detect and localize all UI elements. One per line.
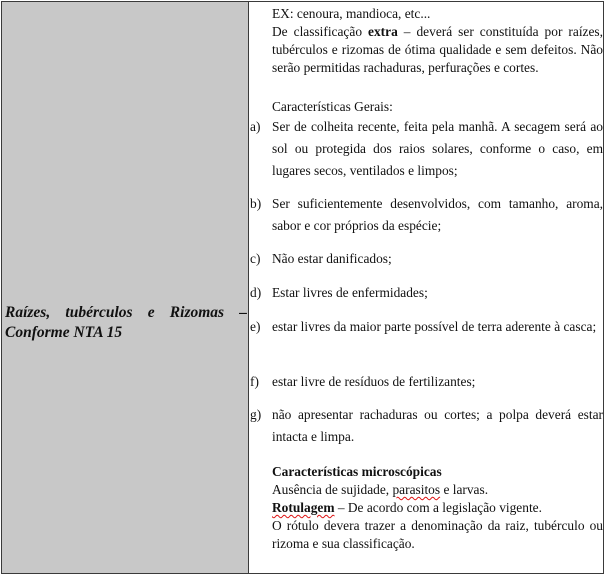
product-category-cell xyxy=(2,2,249,573)
list-item-marker: g) xyxy=(250,407,262,422)
classification-paragraph xyxy=(272,23,603,77)
list-item-marker: f) xyxy=(250,374,259,389)
list-item-text: Ser suficientemente desenvolvidos, com tamanho, aroma, sabor e cor próprios da espécie; xyxy=(272,196,603,233)
list-item-text: Não estar danificados; xyxy=(272,251,392,266)
list-item-marker: e) xyxy=(250,319,261,334)
labeling-line xyxy=(272,499,542,517)
list-item-text: estar livre de resíduos de fertilizantes; xyxy=(272,374,476,389)
label-note-paragraph: O rótulo devera trazer a denominação da raiz, tubérculo ou rizoma e sua classificação. xyxy=(272,518,603,551)
list-item-text: Ser de colheita recente, feita pela manhã. A secagem será ao sol ou protegida dos raios solares, conforme o caso, em lugares secos, ventilados e limpos; xyxy=(272,119,603,178)
classification-description: – deverá ser constituída por raízes, tubérculos e rizomas de ótima qualidade e sem defeitos. Não serão permitidas rachaduras, perfurações e cortes. xyxy=(272,24,603,75)
list-item-marker: d) xyxy=(250,285,262,300)
labeling-label: Rotulagem xyxy=(272,500,335,515)
microscopic-characteristics-line xyxy=(272,481,488,499)
specification-table xyxy=(1,1,604,574)
labeling-text: – De acordo com a legislação vigente. xyxy=(334,500,542,515)
general-characteristics-heading: Características Gerais: xyxy=(272,99,393,114)
product-category-title: Raízes, tubérculos e Rizomas – Conforme NTA 15 xyxy=(5,304,247,341)
microscopic-suffix: e larvas. xyxy=(440,482,489,497)
list-item-text: estar livres da maior parte possível de terra aderente à casca; xyxy=(272,319,597,334)
spellcheck-flagged-word: parasitos xyxy=(392,482,441,497)
classification-prefix: De classificação xyxy=(272,24,369,39)
list-item-marker: b) xyxy=(250,196,262,211)
list-item-text: não apresentar rachaduras ou cortes; a polpa deverá estar intacta e limpa. xyxy=(272,407,603,444)
list-item-marker: c) xyxy=(250,251,261,266)
classification-extra-term: extra xyxy=(368,24,398,39)
list-item-text: Estar livres de enfermidades; xyxy=(272,285,428,300)
example-line: EX: cenoura, mandioca, etc... xyxy=(272,6,431,21)
microscopic-prefix: Ausência de sujidade, xyxy=(272,482,393,497)
microscopic-characteristics-heading: Características microscópicas xyxy=(272,464,442,479)
specification-cell xyxy=(249,2,603,573)
list-item-marker: a) xyxy=(250,119,261,134)
